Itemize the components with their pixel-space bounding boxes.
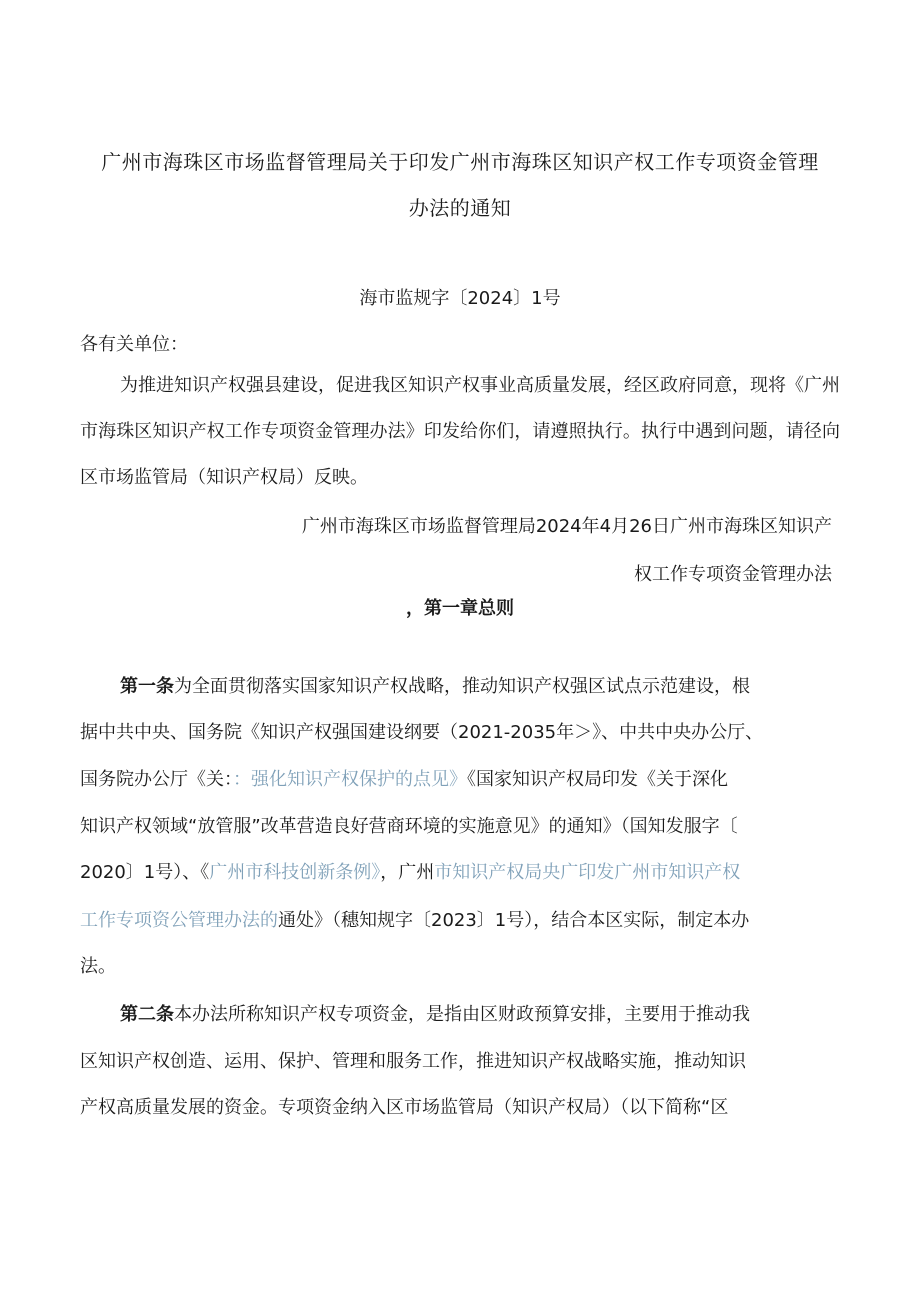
article-1-text-segment: 国务院办公厅《关： [80,769,233,790]
article-1-line-3 [80,765,840,791]
article-2-line-3: 产权高质量发展的资金。专项资金纳入区市场监管局（知识产权局）（以下简称“区 [80,1097,729,1118]
document-title-line-2: 办法的通知 [408,196,512,220]
salutation: 各有关单位： [80,334,188,355]
faded-reference-link[interactable]: 市知识产权局央广印发广州市知识产权 [434,862,741,883]
article-1-line-7: 法。 [80,956,116,977]
article-1-line-5 [80,858,840,884]
article-1-line-6 [80,906,840,932]
document-number: 海市监规字〔2024〕1号 [359,288,561,309]
article-1-text: 为全面贯彻落实国家知识产权战略，推动知识产权强区试点示范建设，根 [174,676,750,697]
article-1-line-4: 知识产权领域“放管服”改革营造良好营商环境的实施意见》的通知》（国知发服字〔 [80,816,738,837]
article-1-text-segment: 《国家知识产权局印发《关于深化 [467,769,728,790]
faded-reference-link[interactable]: 工作专项资公管理办法的 [80,910,278,931]
article-1-text-segment: 通处》（穗知规字〔2023〕1号），结合本区实际，制定本办 [278,910,750,931]
article-1-text-segment: ，广州 [380,862,435,883]
article-2-text: 本办法所称知识产权专项资金，是指由区财政预算安排，主要用于推动我 [174,1004,750,1025]
article-1-line-1 [120,672,840,698]
faded-reference-link[interactable]: ：强化知识产权保护的点见》 [233,769,467,790]
chapter-heading: ，第一章总则 [406,598,514,619]
article-2-label: 第二条 [120,1004,174,1025]
signature-line-2: 权工作专项资金管理办法 [634,564,832,585]
faded-reference-link[interactable]: 广州市科技创新条例》 [209,862,381,883]
article-1-line-2: 据中共中央、国务院《知识产权强国建设纲要（2021-2035年＞》、中共中央办公厅、 [80,722,764,743]
article-2-line-2: 区知识产权创造、运用、保护、管理和服务工作，推进知识产权战略实施，推动知识 [80,1051,746,1072]
article-1-label: 第一条 [120,676,174,697]
signature-line-1: 广州市海珠区市场监督管理局2024年4月26日广州市海珠区知识产 [301,516,832,537]
document-title-line-1: 广州市海珠区市场监督管理局关于印发广州市海珠区知识产权工作专项资金管理 [101,150,819,174]
article-2-line-1 [120,1000,840,1026]
intro-paragraph: 为推进知识产权强县建设，促进我区知识产权事业高质量发展，经区政府同意，现将《广州市海珠区知识产权工作专项资金管理办法》印发给你们，请遵照执行。执行中遇到问题，请径向区市场监管局（知识产权局）反映。 [80,375,840,488]
article-1-text-segment: 2020〕1号）、《 [80,862,210,883]
